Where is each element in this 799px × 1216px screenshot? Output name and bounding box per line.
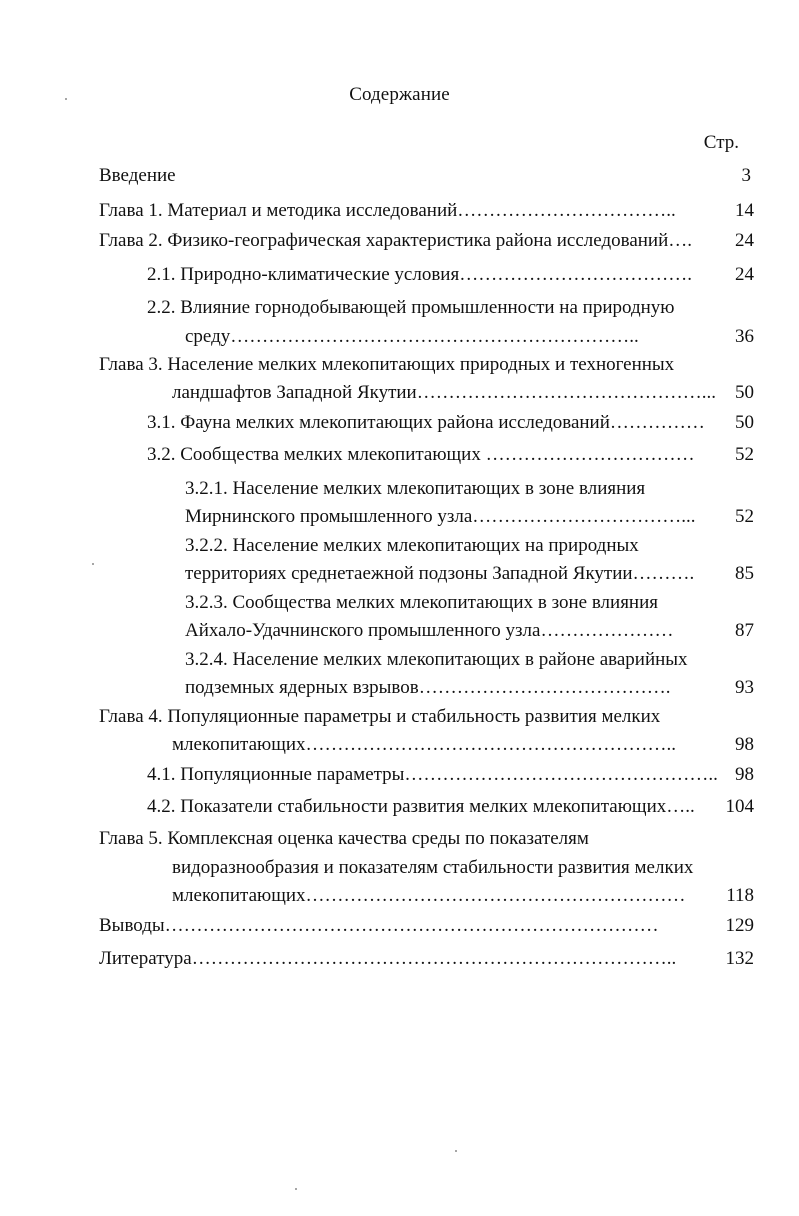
toc-entry-text: подземных ядерных взрывов…………………………………. [185, 677, 671, 698]
toc-entry-text: Глава 1. Материал и методика исследований…………………………….. [99, 200, 676, 221]
toc-entry-text: Выводы…………………………………………………………………… [99, 915, 659, 936]
page-column-header: Стр. [703, 132, 739, 153]
scan-speck [295, 1188, 297, 1190]
toc-entry-text: Глава 3. Население мелких млекопитающих природных и техногенных [99, 354, 675, 375]
toc-entry-text: видоразнообразия и показателям стабильности развития мелких [172, 857, 694, 878]
toc-entry-text: среду……………………………………………………….. [185, 326, 639, 347]
toc-entry-text: Введение [99, 165, 176, 186]
scan-speck [65, 98, 67, 100]
toc-entry-text: Литература………………………………………………………………….. [99, 948, 677, 969]
toc-entry-text: Айхало-Удачнинского промышленного узла………………… [185, 620, 674, 641]
toc-entry-page: 87 [735, 620, 754, 641]
toc-entry-page: 36 [735, 326, 754, 347]
toc-entry-page: 50 [735, 412, 754, 433]
toc-entry-text: территориях среднетаежной подзоны Западной Якутии………. [185, 563, 695, 584]
toc-entry-page: 24 [735, 264, 754, 285]
toc-entry-text: 3.2.3. Сообщества мелких млекопитающих в зоне влияния [185, 592, 659, 613]
toc-entry-page: 52 [735, 506, 754, 527]
toc-entry-page: 98 [735, 734, 754, 755]
toc-entry-text: ландшафтов Западной Якутии………………………………………... [172, 382, 716, 403]
toc-entry-page: 50 [735, 382, 754, 403]
toc-entry-page: 14 [735, 200, 754, 221]
toc-entry-page: 24 [735, 230, 754, 251]
toc-entry-text: 4.1. Популяционные параметры………………………………………….. [147, 764, 718, 785]
toc-entry-page: 118 [726, 885, 754, 906]
toc-entry-page: 93 [735, 677, 754, 698]
toc-entry-text: 3.2. Сообщества мелких млекопитающих …………………………… [147, 444, 695, 465]
toc-entry-page: 52 [735, 444, 754, 465]
toc-entry-text: Глава 5. Комплексная оценка качества среды по показателям [99, 828, 589, 849]
toc-entry-page: 85 [735, 563, 754, 584]
toc-entry-text: 2.2. Влияние горнодобывающей промышленности на природную [147, 297, 675, 318]
toc-entry-text: 3.2.4. Население мелких млекопитающих в районе аварийных [185, 649, 688, 670]
scan-speck [92, 563, 94, 565]
toc-entry-page: 3 [741, 165, 751, 186]
toc-entry-text: млекопитающих………………………………………………….. [172, 734, 677, 755]
toc-entry-text: 3.2.2. Население мелких млекопитающих на природных [185, 535, 639, 556]
scan-speck [455, 1150, 457, 1152]
toc-entry-text: Мирнинского промышленного узла……………………………... [185, 506, 696, 527]
toc-entry-text: Глава 2. Физико-географическая характеристика района исследований…. [99, 230, 693, 251]
toc-entry-page: 132 [725, 948, 754, 969]
toc-entry-text: 4.2. Показатели стабильности развития мелких млекопитающих….. [147, 796, 695, 817]
toc-entry-text: 3.2.1. Население мелких млекопитающих в зоне влияния [185, 478, 646, 499]
page-title: Содержание [349, 84, 450, 105]
toc-entry-text: 3.1. Фауна мелких млекопитающих района исследований…………… [147, 412, 705, 433]
toc-entry-text: Глава 4. Популяционные параметры и стабильность развития мелких [99, 706, 661, 727]
toc-entry-text: млекопитающих…………………………………………………… [172, 885, 686, 906]
toc-entry-page: 104 [725, 796, 754, 817]
toc-entry-text: 2.1. Природно-климатические условия………………………………. [147, 264, 692, 285]
toc-entry-page: 129 [725, 915, 754, 936]
toc-entry-page: 98 [735, 764, 754, 785]
